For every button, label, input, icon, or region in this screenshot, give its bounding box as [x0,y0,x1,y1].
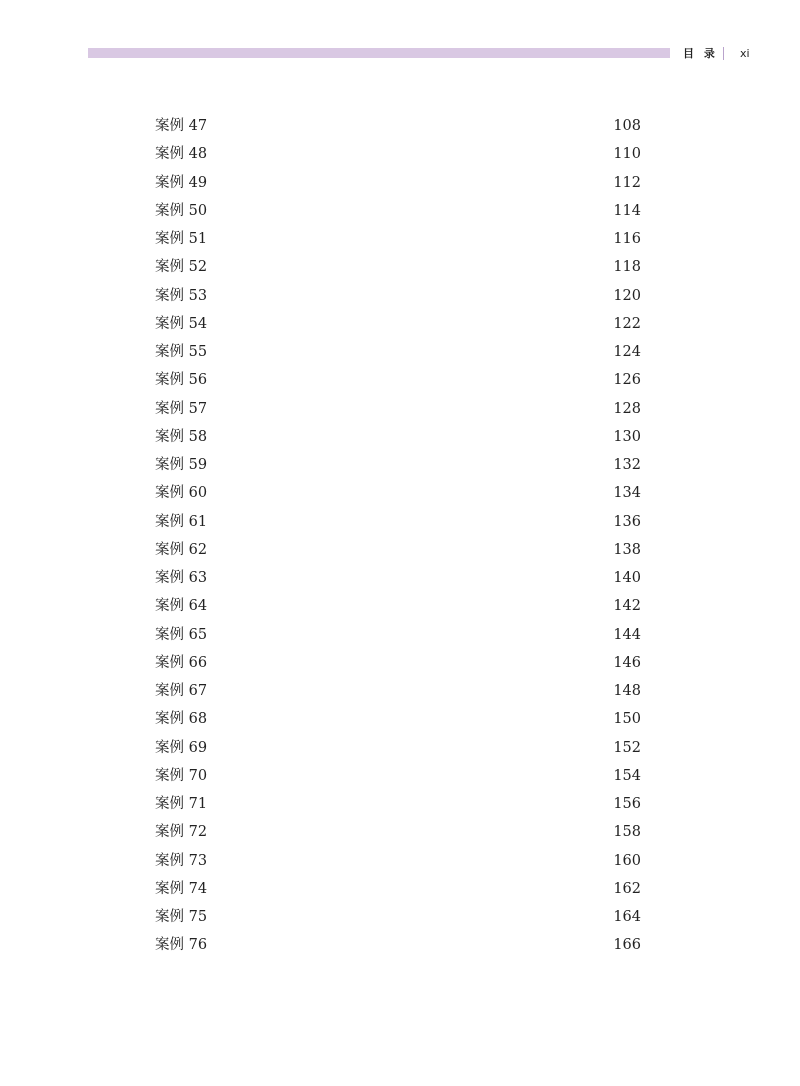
toc-entry[interactable] [155,508,641,536]
header-accent-bar [88,48,670,58]
toc-page-number: 166 [613,937,641,954]
toc-entry[interactable] [155,282,641,310]
toc-case-label: 案例 54 [155,315,208,332]
toc-case-label: 案例 53 [155,287,208,304]
toc-case-label: 案例 67 [155,683,208,700]
toc-page-number: 124 [613,344,641,361]
toc-case-label: 案例 57 [155,400,208,417]
toc-case-label: 案例 50 [155,202,208,219]
toc-page-number: 160 [613,852,641,869]
toc-page-number: 108 [613,118,641,135]
toc-page-number: 148 [613,683,641,700]
toc-page-number: 116 [613,231,641,248]
toc-case-label: 案例 61 [155,513,208,530]
toc-page-number: 112 [613,174,641,191]
toc-case-label: 案例 62 [155,541,208,558]
toc-case-label: 案例 66 [155,654,208,671]
toc-page-number: 132 [613,457,641,474]
toc-page-number: 122 [613,315,641,332]
toc-case-label: 案例 60 [155,485,208,502]
toc-case-label: 案例 49 [155,174,208,191]
toc-page-number: 158 [613,824,641,841]
toc-case-label: 案例 68 [155,711,208,728]
toc-case-label: 案例 76 [155,937,208,954]
header-divider [723,47,724,60]
toc-entry[interactable] [155,790,641,818]
toc-page-number: 152 [613,739,641,756]
toc-page-number: 134 [613,485,641,502]
toc-case-label: 案例 51 [155,231,208,248]
toc-entry[interactable] [155,649,641,677]
toc-entry[interactable] [155,762,641,790]
toc-case-label: 案例 74 [155,880,208,897]
toc-entry[interactable] [155,169,641,197]
toc-entry[interactable] [155,310,641,338]
toc-page-number: 130 [613,428,641,445]
toc-page-number: 128 [613,400,641,417]
toc-entry[interactable] [155,366,641,394]
toc-entry[interactable] [155,564,641,592]
toc-case-label: 案例 47 [155,118,208,135]
toc-page-number: 144 [613,626,641,643]
toc-entry[interactable] [155,818,641,846]
toc-case-label: 案例 48 [155,146,208,163]
toc-page-number: 120 [613,287,641,304]
toc-case-label: 案例 55 [155,344,208,361]
toc-page-number: 142 [613,598,641,615]
toc-entry[interactable] [155,903,641,931]
toc-case-label: 案例 56 [155,372,208,389]
toc-entry[interactable] [155,451,641,479]
toc-entry[interactable] [155,253,641,281]
toc-case-label: 案例 70 [155,767,208,784]
toc-entry[interactable] [155,479,641,507]
toc-page-number: 136 [613,513,641,530]
toc-page-number: 156 [613,796,641,813]
toc-entry[interactable] [155,875,641,903]
toc-page-number: 162 [613,880,641,897]
toc-case-label: 案例 69 [155,739,208,756]
toc-case-label: 案例 52 [155,259,208,276]
page-number: xi [740,47,750,60]
toc-entry[interactable] [155,847,641,875]
toc-case-label: 案例 65 [155,626,208,643]
table-of-contents [155,112,641,960]
toc-entry[interactable] [155,140,641,168]
toc-page-number: 150 [613,711,641,728]
toc-case-label: 案例 59 [155,457,208,474]
toc-case-label: 案例 72 [155,824,208,841]
toc-case-label: 案例 64 [155,598,208,615]
toc-page-number: 164 [613,909,641,926]
toc-entry[interactable] [155,197,641,225]
toc-case-label: 案例 71 [155,796,208,813]
toc-entry[interactable] [155,931,641,959]
toc-page-number: 126 [613,372,641,389]
toc-entry[interactable] [155,225,641,253]
toc-entry[interactable] [155,112,641,140]
toc-page-number: 146 [613,654,641,671]
toc-page-number: 138 [613,541,641,558]
toc-entry[interactable] [155,395,641,423]
toc-entry[interactable] [155,734,641,762]
toc-page-number: 114 [613,202,641,219]
toc-case-label: 案例 75 [155,909,208,926]
toc-entry[interactable] [155,536,641,564]
toc-case-label: 案例 63 [155,570,208,587]
toc-page-number: 110 [613,146,641,163]
toc-page-number: 118 [613,259,641,276]
toc-page-number: 140 [613,570,641,587]
toc-case-label: 案例 58 [155,428,208,445]
toc-entry[interactable] [155,677,641,705]
toc-case-label: 案例 73 [155,852,208,869]
toc-page-number: 154 [613,767,641,784]
toc-entry[interactable] [155,423,641,451]
toc-entry[interactable] [155,592,641,620]
toc-entry[interactable] [155,705,641,733]
toc-entry[interactable] [155,338,641,366]
toc-entry[interactable] [155,621,641,649]
section-title: 目 录 [683,47,718,60]
